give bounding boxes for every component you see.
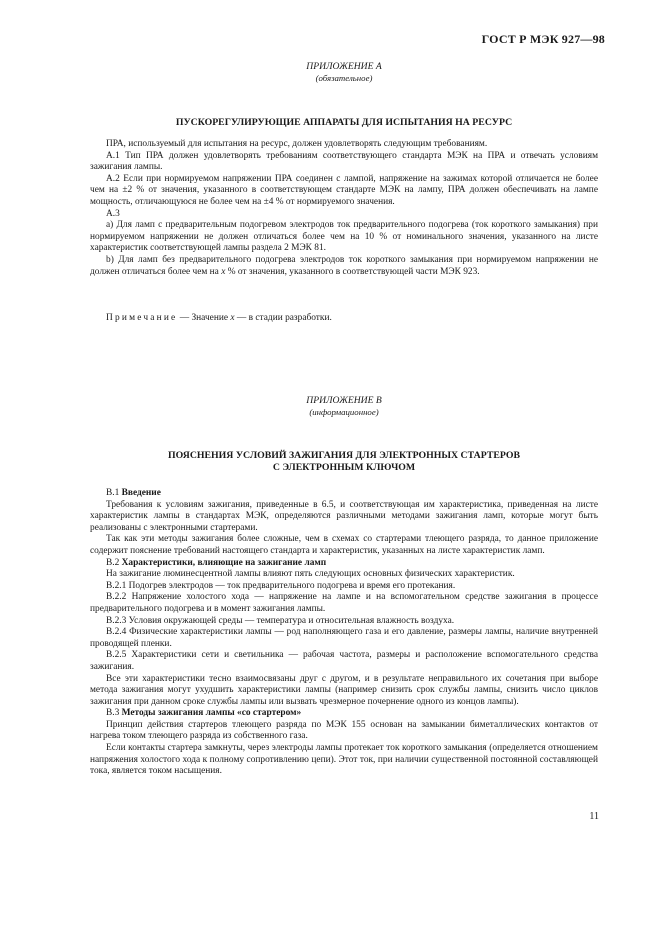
appendix-b-body — [90, 488, 598, 778]
section-b2-heading: В.2 Характеристики, влияющие на зажигание ламп — [106, 557, 327, 568]
paragraph-b23: В.2.3 Условия окружающей среды — температура и относительная влажность воздуха. — [106, 615, 455, 626]
paragraph-intro: ПРА, используемый для испытания на ресурс, должен удовлетворять следующим требованиям. — [106, 139, 488, 149]
appendix-a-status: (обязательное) — [315, 72, 373, 83]
appendix-a-title-block — [90, 61, 598, 83]
appendix-b-title: ПРИЛОЖЕНИЕ В — [306, 395, 382, 406]
paragraph-b1-1: Требования к условиям зажигания, приведенные в 6.5, и соответствующая им характеристика, приведенная на листе характеристик лампы в стандартах МЭК, определяются различными методами зажигания ламп, которые могут быть реализованы с электронными стартерами. — [90, 499, 598, 533]
paragraph-a1: А.1 Тип ПРА должен удовлетворять требованиям соответствующего стандарта МЭК на ПРА и отвечать условиям зажигания лампы. — [90, 150, 598, 173]
paragraph-a3a: а) Для ламп с предварительным подогревом электродов ток предварительного подогрева (ток короткого замыкания) при нормируемом напряжении не должен отличаться более чем на 10 % от номинального значения, указанного на листе характеристик соответствующей лампы раздела 2 МЭК 81. — [90, 220, 598, 254]
section-b1-heading: В.1 Введение — [106, 488, 161, 498]
paragraph-a3: А.3 — [106, 208, 120, 219]
paragraph-b21: В.2.1 Подогрев электродов — ток предварительного подогрева и время его протекания. — [106, 580, 456, 591]
paragraph-b25: В.2.5 Характеристики сети и светильника — рабочая частота, размеры и расположение вспомогательного средства зажигания. — [90, 650, 598, 672]
appendix-a-note: Примечание — Значение x — в стадии разработки. — [106, 313, 332, 323]
paragraph-b3-2: Если контакты стартера замкнуты, через электроды лампы протекает ток короткого замыкания (определяется отношением напряжения холостого хода к полному сопротивлению цепи). Этот ток, при наличии существенной постоянной составляющей тока, является током насыщения. — [90, 743, 598, 777]
paragraph-a3b: b) Для ламп без предварительного подогрева электродов ток короткого замыкания при нормируемом напряжении не должен отличаться более чем на x % от значения, указанного в соответствующей части МЭК 923. — [90, 254, 598, 277]
appendix-b-status: (информационное) — [309, 406, 379, 417]
page-number: 11 — [589, 811, 599, 822]
appendix-a-heading: ПУСКОРЕГУЛИРУЮЩИЕ АППАРАТЫ ДЛЯ ИСПЫТАНИЯ НА РЕСУРС — [175, 117, 513, 128]
appendix-a-title: ПРИЛОЖЕНИЕ А — [306, 61, 382, 72]
paragraph-b24: В.2.4 Физические характеристики лампы — род наполняющего газа и его давление, размеры лампы, наличие внутренней проводящей пленки. — [90, 627, 598, 649]
appendix-b-heading: ПОЯСНЕНИЯ УСЛОВИЙ ЗАЖИГАНИЯ ДЛЯ ЭЛЕКТРОННЫХ СТАРТЕРОВ С ЭЛЕКТРОННЫМ КЛЮЧОМ — [168, 450, 520, 473]
standard-code-header: ГОСТ Р МЭК 927—98 — [481, 32, 605, 46]
paragraph-a2: А.2 Если при нормируемом напряжении ПРА соединен с лампой, напряжение на зажимах которой отличается не более чем на ±2 % от значения, указанного в соответствующем стандарте МЭК на лампу, ПРА должен обеспечивать на лампе мощность, отличающуюся не более чем на ±4 % от нормируемого значения. — [90, 173, 598, 207]
note-label: Примечание — [106, 313, 178, 323]
paragraph-b2-2: Все эти характеристики тесно взаимосвязаны друг с другом, и в результате неправильного их сочетания при выборе метода зажигания могут ухудшить характеристики лампы (например снизить срок службы лампы, снизить число циклов зажигания при данном сроке службы лампы или вызвать чрезмерное почернение одного из концов лампы). — [90, 673, 598, 707]
paragraph-b22: В.2.2 Напряжение холостого хода — напряжение на лампе и на вспомогательном средстве зажигания в процессе предварительного подогрева и в момент зажигания лампы. — [90, 592, 598, 614]
paragraph-b2-1: На зажигание люминесцентной лампы влияют пять следующих основных физических характеристик. — [106, 569, 515, 580]
appendix-b-title-block — [90, 395, 598, 417]
appendix-a-body — [90, 139, 598, 278]
paragraph-b1-2: Так как эти методы зажигания более сложные, чем в схемах со стартерами тлеющего разряда, то данное приложение содержит пояснение требований настоящего стандарта и характеристик, указанных на листе характеристик ламп. — [90, 534, 598, 556]
section-b3-heading: В.3 Методы зажигания лампы «со стартером» — [106, 708, 302, 719]
paragraph-b3-1: Принцип действия стартеров тлеющего разряда по МЭК 155 основан на замыкании биметаллических контактов от нагрева током тлеющего разряда из собственного газа. — [90, 719, 598, 742]
